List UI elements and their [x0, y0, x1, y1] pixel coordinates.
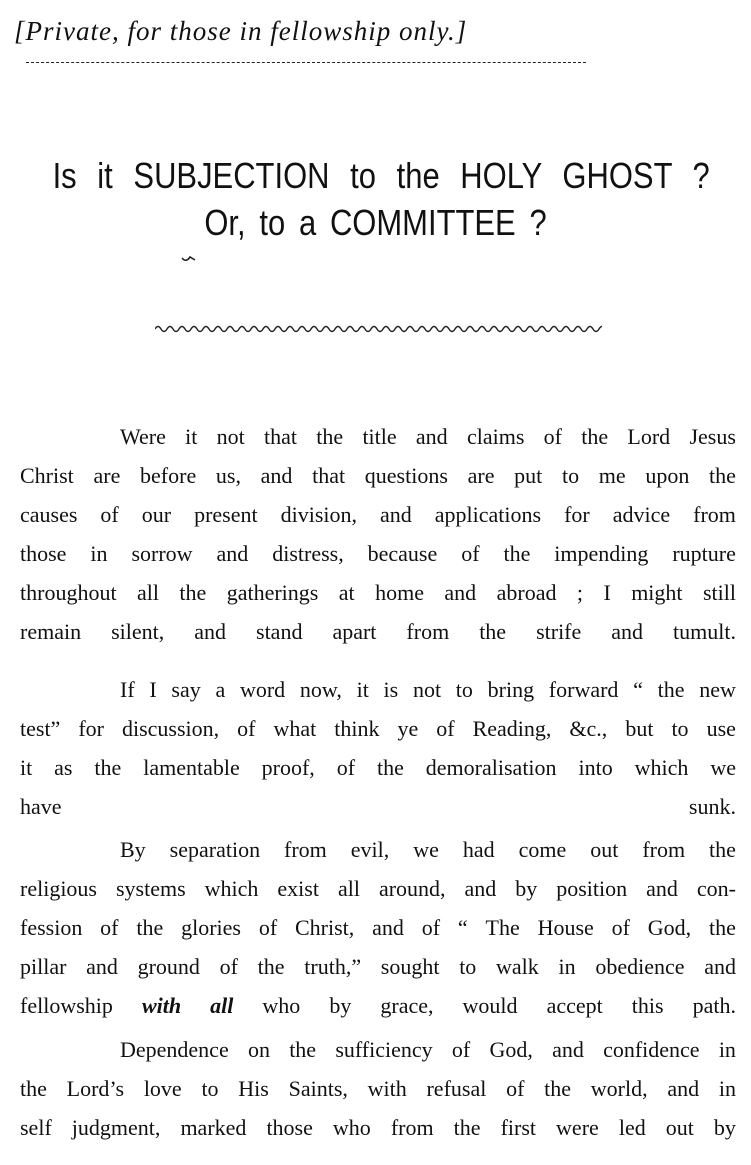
word: it — [20, 755, 33, 780]
word: religious — [20, 876, 97, 901]
word: it — [185, 424, 198, 449]
text-line — [20, 947, 736, 986]
word: word — [239, 677, 286, 702]
word: bring — [487, 677, 535, 702]
word: of — [219, 954, 238, 979]
word: use — [706, 716, 736, 741]
word: into — [578, 755, 613, 780]
text-line — [20, 1108, 736, 1147]
word: of — [237, 716, 256, 741]
word: put — [514, 463, 543, 488]
word: refusal — [426, 1076, 487, 1101]
word: position — [556, 876, 628, 901]
word: in — [90, 541, 108, 566]
word: advice — [612, 502, 671, 527]
word: home — [375, 580, 424, 605]
word: that — [312, 463, 346, 488]
word: from — [642, 837, 686, 862]
text-line — [20, 908, 736, 947]
word: all — [337, 876, 360, 901]
word: forward — [548, 677, 619, 702]
word: Lord — [627, 424, 671, 449]
word: and — [380, 502, 412, 527]
word: judgment, — [71, 1115, 161, 1140]
word: of — [506, 1076, 525, 1101]
word: think — [334, 716, 380, 741]
word: of — [461, 541, 480, 566]
text-fragment: fellowship — [20, 993, 113, 1018]
text-line — [20, 1030, 736, 1069]
word: from — [693, 502, 736, 527]
word: confidence — [603, 1037, 700, 1062]
word: on — [247, 1037, 270, 1062]
word: self — [20, 1115, 52, 1140]
word: all — [136, 580, 159, 605]
word: of — [436, 716, 455, 741]
word: fession — [20, 915, 83, 940]
word: His — [238, 1076, 269, 1101]
word: and — [444, 580, 477, 605]
emphasis-text: with all — [141, 993, 234, 1018]
word: is — [383, 677, 399, 702]
word: and — [552, 1037, 584, 1062]
word: and — [667, 1076, 700, 1101]
word: for — [564, 502, 590, 527]
word: gatherings — [226, 580, 319, 605]
word: throughout — [20, 580, 117, 605]
word: are — [93, 463, 121, 488]
word: ye — [397, 716, 419, 741]
word: Dependence — [120, 1037, 229, 1062]
word: and — [372, 915, 404, 940]
word: because — [367, 541, 438, 566]
word: God, — [489, 1037, 533, 1062]
word: and — [86, 954, 118, 979]
word: Saints, — [288, 1076, 348, 1101]
word: the — [136, 915, 164, 940]
word: not — [412, 677, 442, 702]
word: from — [284, 837, 327, 862]
word: obedience — [595, 954, 685, 979]
word: by — [515, 876, 538, 901]
word: lamentable — [143, 755, 240, 780]
word: now, — [299, 677, 342, 702]
word: around, — [378, 876, 446, 901]
word: say — [171, 677, 201, 702]
text-line — [20, 1069, 736, 1108]
word: first — [500, 1115, 537, 1140]
word: the — [376, 755, 404, 780]
word: exist — [277, 876, 319, 901]
text-line — [20, 573, 736, 612]
word: from — [390, 1115, 434, 1140]
word: sought — [380, 954, 440, 979]
word: proof, — [261, 755, 315, 780]
word: division, — [280, 502, 358, 527]
word: those — [20, 541, 67, 566]
text-line — [20, 495, 736, 534]
word: of — [336, 755, 356, 780]
word: of — [100, 502, 119, 527]
word: &c., — [569, 716, 608, 741]
word: marked — [180, 1115, 247, 1140]
word: still — [702, 580, 736, 605]
stray-mark — [181, 254, 197, 264]
word: led — [618, 1115, 646, 1140]
word: con- — [696, 876, 736, 901]
text-line — [20, 417, 736, 456]
word: at — [338, 580, 355, 605]
private-notice: [Private, for those in fellowship only.] — [14, 16, 468, 46]
word: the — [544, 1076, 572, 1101]
text-line — [20, 830, 736, 869]
word: to — [561, 463, 580, 488]
word: applications — [434, 502, 542, 527]
word: Reading, — [472, 716, 552, 741]
word: before — [140, 463, 197, 488]
word: for — [78, 716, 104, 741]
wavy-divider — [155, 322, 602, 336]
word: to — [201, 1076, 219, 1101]
word: distress, — [272, 541, 344, 566]
word: which — [204, 876, 259, 901]
word: and — [216, 541, 249, 566]
word: the — [453, 1115, 481, 1140]
word: The — [485, 915, 520, 940]
word: “ — [457, 915, 468, 940]
word: Lord’s — [66, 1076, 125, 1101]
text-fragment: who by grace, would accept this path. — [262, 993, 737, 1018]
notice-underline — [26, 62, 586, 63]
title-line-1: Is it SUBJECTION to the HOLY GHOST ? — [52, 155, 710, 196]
word: causes — [20, 502, 78, 527]
word: and — [646, 876, 678, 901]
text-line — [20, 456, 736, 495]
word: sufficiency — [335, 1037, 433, 1062]
word: it — [356, 677, 369, 702]
word: and — [260, 463, 293, 488]
word: of — [421, 915, 441, 940]
word: evil, — [350, 837, 390, 862]
word: new — [699, 677, 736, 702]
paragraph-1 — [20, 417, 736, 651]
text-line: remain silent, and stand apart from the strife and tumult. — [20, 619, 736, 644]
word: rupture — [672, 541, 736, 566]
paragraph-3 — [20, 830, 736, 1025]
word: Jesus — [689, 424, 736, 449]
text-line — [20, 869, 736, 908]
word: out — [665, 1115, 694, 1140]
word: but — [625, 716, 654, 741]
paragraph-2 — [20, 670, 736, 826]
word: might — [631, 580, 683, 605]
word: come — [518, 837, 567, 862]
word: upon — [645, 463, 690, 488]
word: the — [94, 755, 122, 780]
word: pillar — [20, 954, 67, 979]
word: not — [216, 424, 245, 449]
word: and — [704, 954, 736, 979]
word: impending — [554, 541, 649, 566]
word: glories — [181, 915, 241, 940]
word: walk — [496, 954, 539, 979]
word: the — [709, 463, 736, 488]
word: the — [581, 424, 609, 449]
word: claims — [466, 424, 525, 449]
word: in — [718, 1076, 736, 1101]
text-line — [20, 709, 736, 748]
word: to — [455, 677, 473, 702]
word: what — [273, 716, 317, 741]
word: of — [100, 915, 119, 940]
word: with — [367, 1076, 407, 1101]
word: the — [316, 424, 344, 449]
word: we — [710, 755, 736, 780]
word: By — [120, 837, 146, 862]
word: that — [264, 424, 298, 449]
word: House — [537, 915, 594, 940]
word: Were — [120, 424, 166, 449]
word: our — [141, 502, 172, 527]
word: the — [257, 954, 285, 979]
word: and — [464, 876, 497, 901]
word: in — [718, 1037, 736, 1062]
word: the — [179, 580, 207, 605]
word: out — [590, 837, 619, 862]
paragraph-4 — [20, 1030, 736, 1147]
word: sorrow — [131, 541, 193, 566]
word: a — [215, 677, 226, 702]
text-line — [20, 748, 736, 787]
word: the — [709, 915, 736, 940]
word: of — [258, 915, 278, 940]
text-line — [20, 534, 736, 573]
word: title — [362, 424, 397, 449]
word: the — [709, 837, 736, 862]
word: separation — [169, 837, 261, 862]
word: ground — [137, 954, 200, 979]
word: to — [671, 716, 689, 741]
word: those — [266, 1115, 313, 1140]
word: systems — [115, 876, 186, 901]
word: the — [657, 677, 685, 702]
word: Christ, — [294, 915, 355, 940]
word: world, — [590, 1076, 648, 1101]
word: God, — [647, 915, 692, 940]
word: had — [462, 837, 495, 862]
word: were — [556, 1115, 599, 1140]
word: the — [503, 541, 531, 566]
text-line — [20, 670, 736, 709]
word: of — [451, 1037, 471, 1062]
word: Christ — [20, 463, 74, 488]
word: I — [149, 677, 157, 702]
title-line-2: Or, to a COMMITTEE ? — [204, 202, 547, 243]
word: demoralisation — [425, 755, 557, 780]
word: by — [713, 1115, 736, 1140]
word: who — [332, 1115, 371, 1140]
word: to — [459, 954, 477, 979]
word: present — [194, 502, 258, 527]
word: I — [603, 580, 611, 605]
word: are — [467, 463, 495, 488]
word: love — [143, 1076, 182, 1101]
word: the — [20, 1076, 47, 1101]
word: the — [289, 1037, 317, 1062]
word: discussion, — [121, 716, 220, 741]
word: we — [413, 837, 439, 862]
word: in — [558, 954, 576, 979]
word: abroad — [496, 580, 557, 605]
word: of — [543, 424, 562, 449]
word: and — [415, 424, 448, 449]
text-line — [20, 986, 736, 1025]
word: which — [634, 755, 689, 780]
word: test” — [20, 716, 61, 741]
word: If — [120, 677, 135, 702]
word: as — [54, 755, 73, 780]
word: “ — [633, 677, 643, 702]
word: of — [611, 915, 630, 940]
word: me — [598, 463, 626, 488]
text-line: have sunk. — [20, 794, 736, 819]
word: us, — [215, 463, 241, 488]
word: ; — [576, 580, 584, 605]
word: truth,” — [304, 954, 362, 979]
word: questions — [364, 463, 448, 488]
